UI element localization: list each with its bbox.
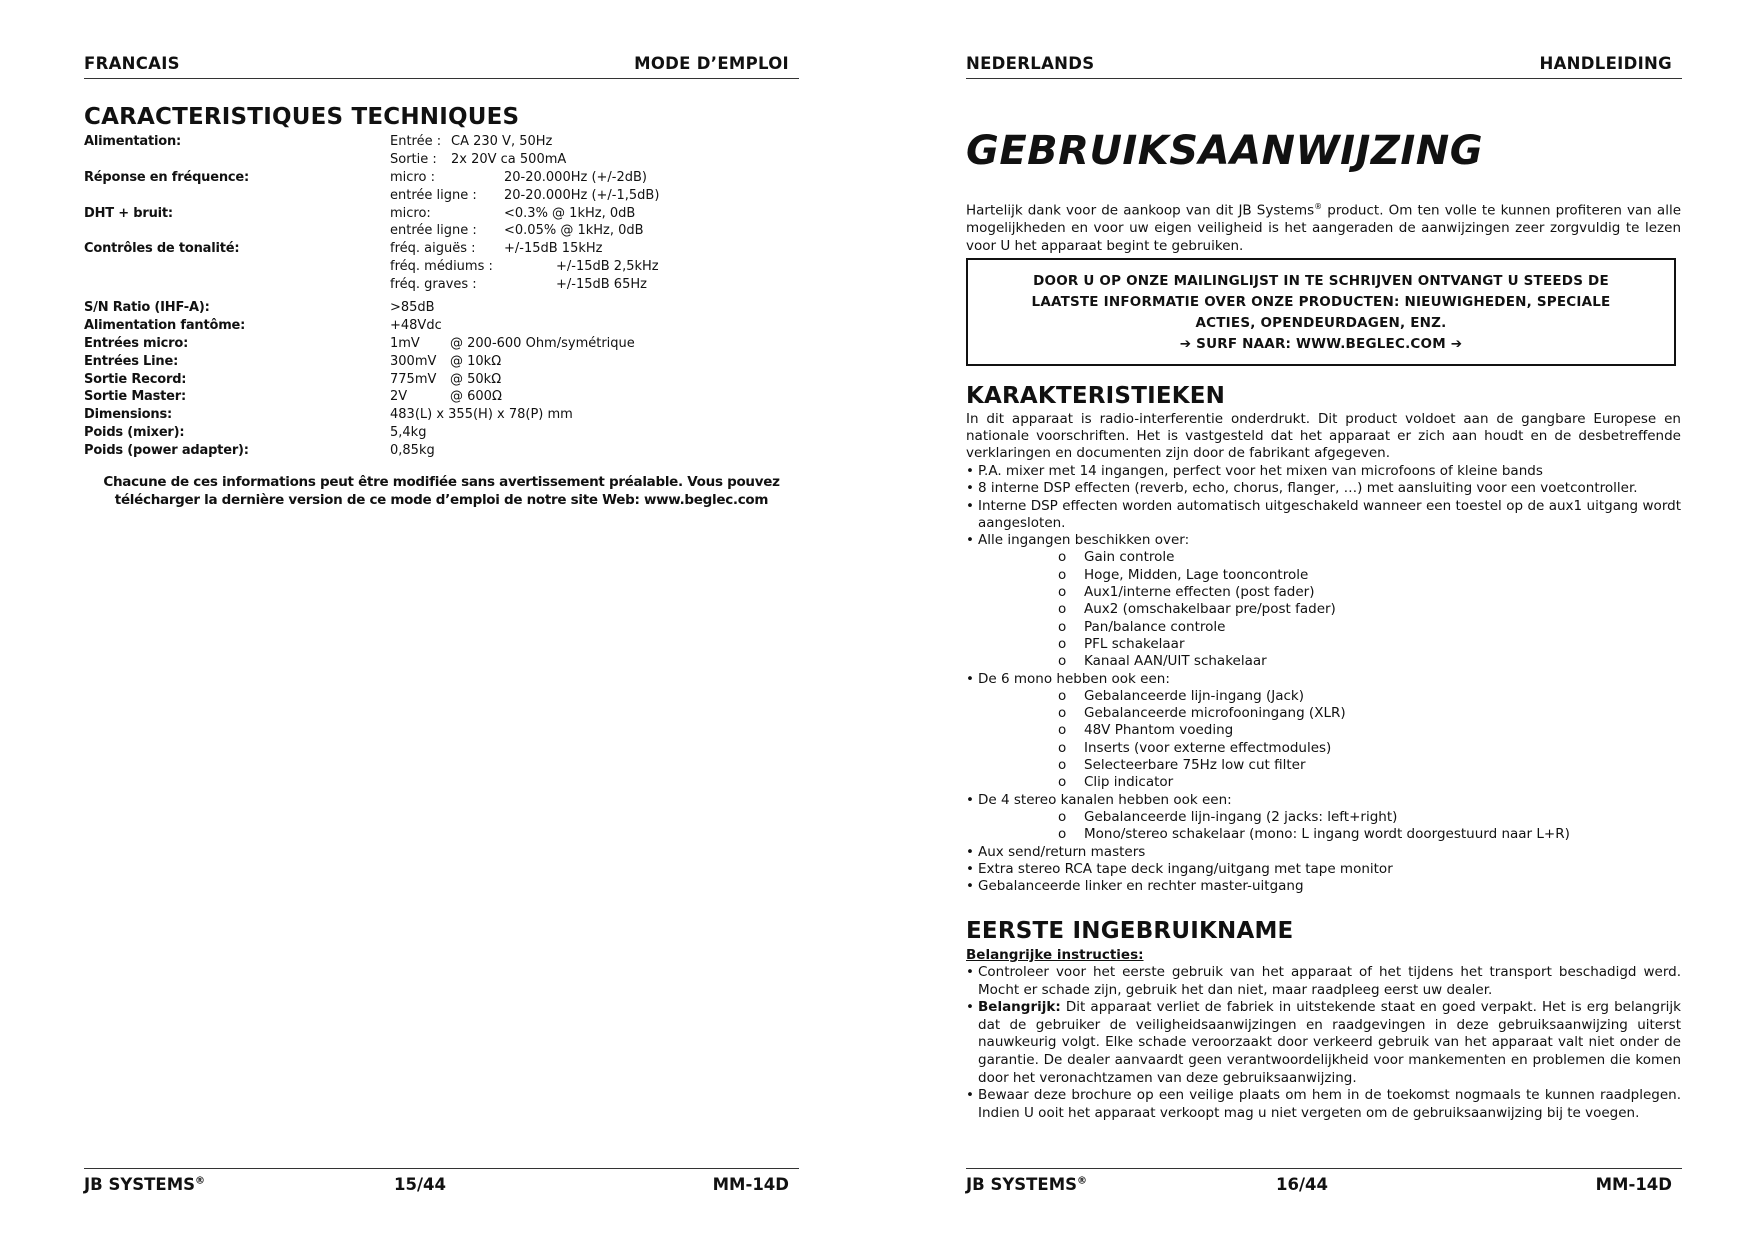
header-language: FRANCAIS [84, 54, 180, 73]
intro-paragraph: Hartelijk dank voor de aankoop van dit JB Systems® product. Om ten volle te kunnen profiteren van alle mogelijkheden en voor uw eigen veiligheid is het aangeraden de aanwijzingen zeer zorgvuldig te lezen voor U het apparaat begint te gebruiken. [966, 202, 1681, 254]
eerste-ingebruikname-title: EERSTE INGEBRUIKNAME [966, 918, 1294, 944]
page-right [966, 0, 1682, 1240]
spec-row: Sortie : 2x 20V ca 500mA [390, 151, 567, 167]
spec-row: S/N Ratio (IHF-A): >85dB [84, 300, 435, 316]
spec-row: entrée ligne : 20-20.000Hz (+/-1,5dB) [390, 187, 660, 203]
spec-row: fréq. graves : +/-15dB 65Hz [390, 277, 647, 293]
list-item: • 8 interne DSP effecten (reverb, echo, chorus, flanger, …) met aansluiting voor een voetcontroller. [966, 480, 1681, 497]
spec-table [84, 134, 799, 461]
list-item: o Kanaal AAN/UIT schakelaar [978, 653, 1681, 670]
footer-model: MM-14D [1595, 1175, 1672, 1194]
list-item: o Selecteerbare 75Hz low cut filter [978, 757, 1681, 774]
list-item: o Pan/balance controle [978, 619, 1681, 636]
page-left [84, 0, 799, 1240]
main-title: GEBRUIKSAANWIJZING [966, 128, 1484, 174]
spec-row: Sortie Record: 775mV @ 50kΩ [84, 371, 502, 387]
list-item: • De 4 stereo kanalen hebben ook een: o Gebalanceerde lijn-ingang (2 jacks: left+right) o Mono/stereo schakelaar (mono: L ingang wordt doorgestuurd naar L+R) [966, 792, 1681, 844]
footer-brand: JB SYSTEMS® [966, 1175, 1088, 1194]
page-footer [84, 1168, 799, 1199]
spec-row: Sortie Master: 2V @ 600Ω [84, 389, 502, 405]
karakteristieken-title: KARAKTERISTIEKEN [966, 383, 1226, 409]
disclaimer-note: Chacune de ces informations peut être modifiée sans avertissement préalable. Vous pouvez télécharger la dernière version de ce mode d’emploi de notre site Web: www.beglec.com [103, 474, 780, 508]
footer-model: MM-14D [712, 1175, 789, 1194]
list-item: • Alle ingangen beschikken over: o Gain controle o Hoge, Midden, Lage tooncontrole o Aux1/interne effecten (post fader) o Aux2 (omschakelbaar pre/post fader) o Pan/balance controle o PFL schakelaar o Kanaal AAN/UIT schakelaar [966, 532, 1681, 670]
mailinglist-box: DOOR U OP ONZE MAILINGLIJST IN TE SCHRIJVEN ONTVANGT U STEEDS DE LAATSTE INFORMATIE OVER ONZE PRODUCTEN: NIEUWIGHEDEN, SPECIALE ACTIES, OPENDEURDAGEN, ENZ. ➔ SURF NAAR: WWW.BEGLEC.COM ➔ [966, 258, 1676, 366]
list-item: • Controleer voor het eerste gebruik van het apparaat of het tijdens het transport beschadigd werd. Mocht er schade zijn, gebruik het dan niet, maar raadpleeg eerst uw dealer. [966, 964, 1681, 999]
header-title: HANDLEIDING [1539, 54, 1672, 73]
list-item: • De 6 mono hebben ook een: o Gebalanceerde lijn-ingang (Jack) o Gebalanceerde microfooningang (XLR) o 48V Phantom voeding o Inserts (voor externe effectmodules) o Selecteerbare 75Hz low cut filter o Clip indicator [966, 671, 1681, 792]
page-footer [966, 1168, 1682, 1199]
header-language: NEDERLANDS [966, 54, 1095, 73]
section-title: CARACTERISTIQUES TECHNIQUES [84, 104, 520, 130]
feature-list [966, 463, 1681, 895]
footer-page-number: 15/44 [394, 1175, 446, 1194]
list-item: o Gebalanceerde lijn-ingang (2 jacks: left+right) [978, 809, 1681, 826]
spec-row: Entrées Line: 300mV @ 10kΩ [84, 353, 502, 369]
list-item: o Gebalanceerde microfooningang (XLR) [978, 705, 1681, 722]
list-item: o Mono/stereo schakelaar (mono: L ingang wordt doorgestuurd naar L+R) [978, 826, 1681, 843]
list-item: • Gebalanceerde linker en rechter master-uitgang [966, 878, 1681, 895]
header-title: MODE D’EMPLOI [634, 54, 789, 73]
page-header [84, 52, 799, 79]
page-header [966, 52, 1682, 79]
spec-row: Alimentation fantôme: +48Vdc [84, 317, 442, 333]
list-item: • P.A. mixer met 14 ingangen, perfect voor het mixen van microfoons of kleine bands [966, 463, 1681, 480]
list-item: • Interne DSP effecten worden automatisch uitgeschakeld wanneer een toestel op de aux1 uitgang wordt aangesloten. [966, 498, 1681, 533]
footer-brand: JB SYSTEMS® [84, 1175, 206, 1194]
belangrijke-instructies-heading: Belangrijke instructies: [966, 947, 1144, 963]
list-item: o 48V Phantom voeding [978, 722, 1681, 739]
spec-row: Poids (power adapter): 0,85kg [84, 443, 435, 459]
website-link[interactable]: ➔ SURF NAAR: WWW.BEGLEC.COM ➔ [1179, 336, 1463, 352]
spec-row: Entrées micro: 1mV @ 200-600 Ohm/symétrique [84, 335, 635, 351]
list-item: o Inserts (voor externe effectmodules) [978, 740, 1681, 757]
list-item: o Clip indicator [978, 774, 1681, 791]
karakteristieken-intro: In dit apparaat is radio-interferentie onderdrukt. Dit product voldoet aan de gangbare Europese en nationale voorschriften. Het is vastgesteld dat het apparaat er zich aan houdt en de desbetreffende verklaringen en documenten zijn door de fabrikant afgegeven. [966, 411, 1681, 461]
list-item: o PFL schakelaar [978, 636, 1681, 653]
instruction-list [966, 964, 1681, 1122]
spec-row: Dimensions: 483(L) x 355(H) x 78(P) mm [84, 407, 573, 423]
spec-row: Poids (mixer): 5,4kg [84, 425, 427, 441]
list-item: • Aux send/return masters [966, 844, 1681, 861]
list-item: o Aux2 (omschakelbaar pre/post fader) [978, 601, 1681, 618]
spec-row: Réponse en fréquence: micro : 20-20.000Hz (+/-2dB) [84, 169, 647, 185]
footer-page-number: 16/44 [1276, 1175, 1328, 1194]
list-item: o Aux1/interne effecten (post fader) [978, 584, 1681, 601]
list-item: • Belangrijk: Dit apparaat verliet de fabriek in uitstekende staat en goed verpakt. Het is erg belangrijk dat de gebruiker de veiligheidsaanwijzingen en raadgevingen in deze gebruiksaanwijzing uiterst nauwkeurig volgt. Elke schade veroorzaakt door verkeerd gebruik van het apparaat valt niet onder de garantie. De dealer aanvaardt geen verantwoordelijkheid voor mankementen en problemen die komen door het veronachtzamen van deze gebruiksaanwijzing. [966, 999, 1681, 1087]
list-item: o Gain controle [978, 549, 1681, 566]
spec-row: fréq. médiums : +/-15dB 2,5kHz [390, 259, 659, 275]
spec-row: DHT + bruit: micro: <0.3% @ 1kHz, 0dB [84, 205, 636, 221]
list-item: • Bewaar deze brochure op een veilige plaats om hem in de toekomst nogmaals te kunnen raadplegen. Indien U ooit het apparaat verkoopt mag u niet vergeten om de gebruiksaanwijzing bij te voegen. [966, 1087, 1681, 1122]
spec-row: entrée ligne : <0.05% @ 1kHz, 0dB [390, 223, 644, 239]
list-item: o Hoge, Midden, Lage tooncontrole [978, 567, 1681, 584]
spec-row: Alimentation: Entrée : CA 230 V, 50Hz [84, 134, 553, 149]
list-item: o Gebalanceerde lijn-ingang (Jack) [978, 688, 1681, 705]
list-item: • Extra stereo RCA tape deck ingang/uitgang met tape monitor [966, 861, 1681, 878]
spec-row: Contrôles de tonalité: fréq. aiguës : +/-15dB 15kHz [84, 241, 603, 257]
